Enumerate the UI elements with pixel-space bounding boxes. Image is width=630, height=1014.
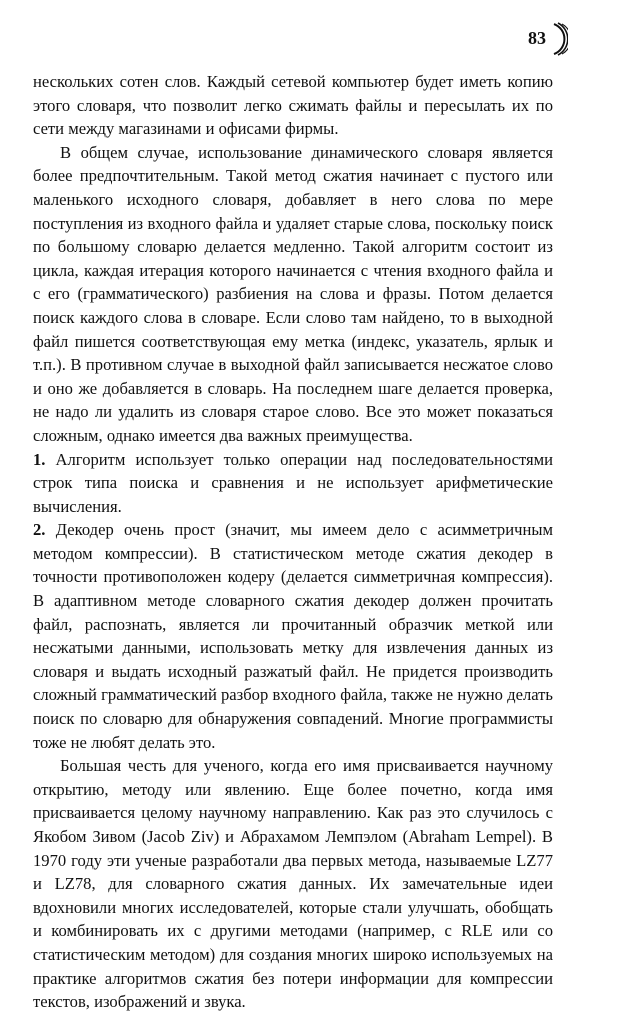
list-item-1-number: 1. [33,449,46,469]
list-item-1 [33,448,553,519]
body-text [33,70,553,1014]
page-number: 83 [528,28,546,48]
page-number-block [520,22,568,56]
paragraph-1: нескольких сотен слов. Каждый сетевой компьютер будет иметь копию этого словаря, что позволит легко сжимать файлы и пересылать их по сети между магазинами и офисами фирмы. [33,72,553,139]
list-item-2-number: 2. [33,520,46,540]
list-item-2-text: Декодер очень прост (значит, мы имеем дело с асимметричным методом компрессии). В статистическом методе сжатия декодер в точности противоположен кодеру (делается симметричная компрессия). В адаптивном методе словарного сжатия декодер должен прочитать файл, распознать, является ли прочитанный образчик меткой или несжатыми данными, использовать метку для извлечения данных из словаря и выдать исходный разжатый файл. Не придется производить сложный грамматический разбор входного файла, также не нужно делать поиск по словарю для обнаружения совпадений. Многие программисты тоже не любят делать это. [33,520,553,752]
list-item-2 [33,518,553,754]
list-item-1-text: Алгоритм использует только операции над последовательностями строк типа поиска и сравнения и не использует арифметические вычисления. [33,449,553,516]
paragraph-2: В общем случае, использование динамического словаря является более предпочтительным. Такой метод сжатия начинает с пустого или маленького исходного словаря, добавляет в него слова по мере поступления из входного файла и удаляет старые слова, поскольку поиск по большому словарю делается медленно. Такой алгоритм состоит из цикла, каждая итерация которого начинается с чтения входного файла и с его (грамматического) разбиения на слова и фразы. Потом делается поиск каждого слова в словаре. Если слово там найдено, то в выходной файл пишется соответствующая ему метка (индекс, указатель, ярлык и т.п.). В противном случае в выходной файл записывается несжатое слово и оно же добавляется в словарь. На последнем шаге делается проверка, не надо ли удалить из словаря старое слово. Все это может показаться сложным, однако имеется два важных преимущества. [33,142,553,445]
paragraph-3: Большая честь для ученого, когда его имя присваивается научному открытию, методу или явлению. Еще более почетно, когда имя присваивается целому научному направлению. Как раз это случилось с Якобом Зивом (Jacob Ziv) и Абрахамом Лемпэлом (Abraham Lempel). В 1970 году эти ученые разработали два первых метода, называемые LZ77 и LZ78, для словарного сжатия данных. Их замечательные идеи вдохновили многих исследователей, которые стали улучшать, обобщать и комбинировать их с другими методами (например, с RLE или со статистическим методом) для создания многих широко используемых на практике алгоритмов сжатия без потери информации для компрессии текстов, изображений и звука. [33,756,553,1012]
